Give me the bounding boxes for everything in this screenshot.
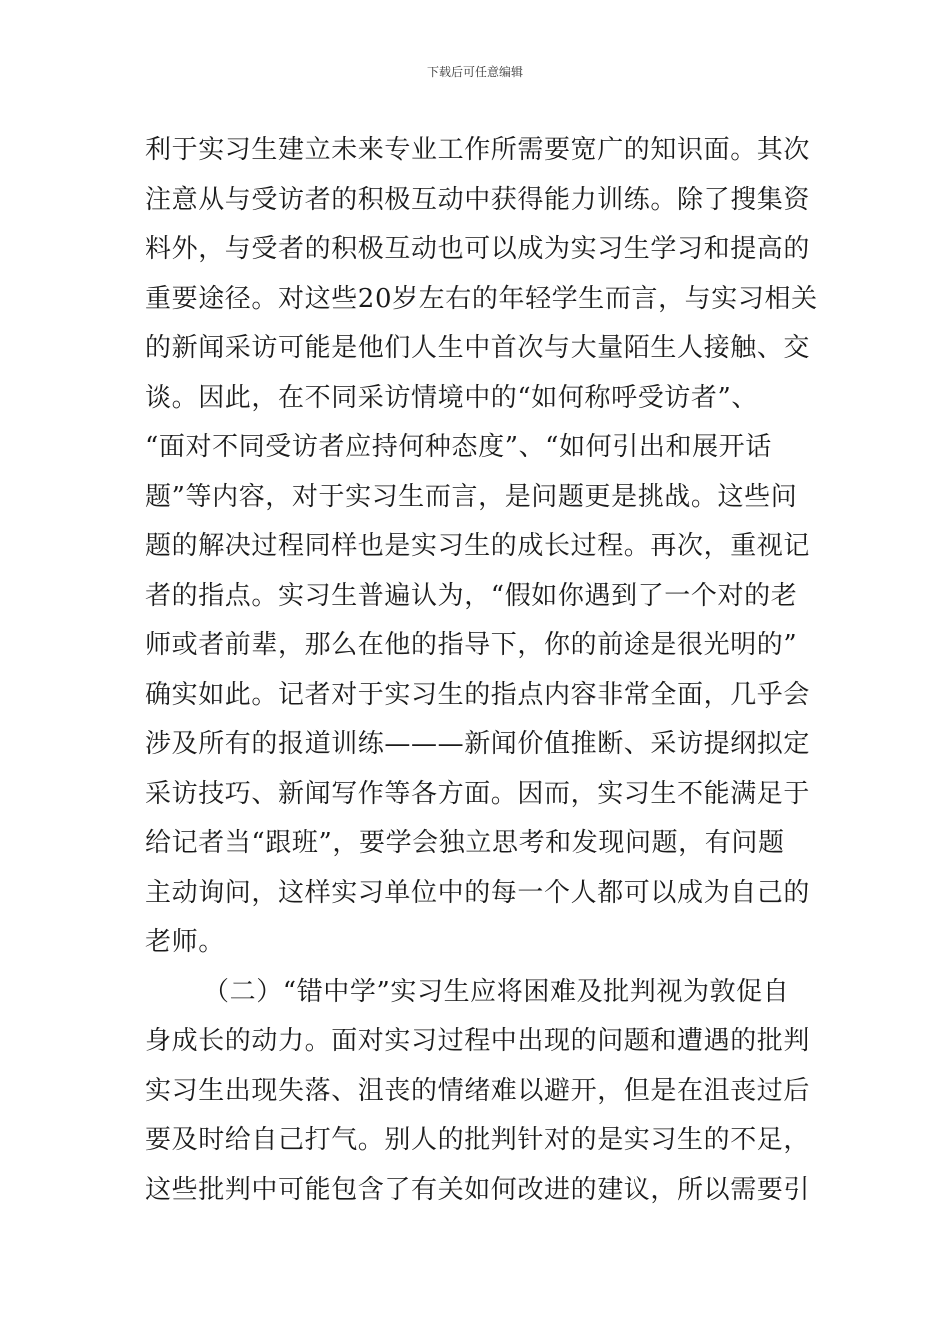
text-line: 重要途径。对这些20岁左右的年轻学生而言，与实习相关 (145, 283, 818, 314)
text-line: 题”等内容，对于实习生而言，是问题更是挑战。这些问 (145, 481, 798, 512)
text-line: 确实如此。记者对于实习生的指点内容非常全面，几乎会 (145, 679, 811, 710)
page-header: 下载后可任意编辑 (426, 65, 523, 79)
text-line: 注意从与受访者的积极互动中获得能力训练。除了搜集资 (145, 184, 811, 215)
text-line: 身成长的动力。面对实习过程中出现的问题和遭遇的批判 (145, 1026, 811, 1056)
text-line: 老师。 (145, 927, 225, 957)
text-line: 主动询问，这样实习单位中的每一个人都可以成为自己的 (145, 877, 811, 908)
text-line: 利于实习生建立未来专业工作所需要宽广的知识面。其次 (145, 135, 811, 165)
text-line: 者的指点。实习生普遍认为，“假如你遇到了一个对的老 (145, 580, 798, 611)
text-line: 涉及所有的报道训练———新闻价值推断、采访提纲拟定 (145, 729, 811, 759)
text-line: 采访技巧、新闻写作等各方面。因而，实习生不能满足于 (145, 778, 811, 809)
text-line: 给记者当“跟班”，要学会独立思考和发现问题，有问题 (145, 828, 785, 858)
text-line: 题的解决过程同样也是实习生的成长过程。再次，重视记 (145, 531, 811, 561)
text-line: 的新闻采访可能是他们人生中首次与大量陌生人接触、交 (145, 333, 811, 363)
text-line: 师或者前辈，那么在他的指导下，你的前途是很光明的” (145, 630, 798, 660)
paragraph-start-line: （二）“错中学”实习生应将困难及批判视为敦促自 (203, 976, 790, 1007)
text-line: 要及时给自己打气。别人的批判针对的是实习生的不足， (145, 1125, 811, 1155)
text-line: 实习生出现失落、沮丧的情绪难以避开，但是在沮丧过后 (145, 1075, 811, 1106)
text-line: “面对不同受访者应持何种态度”、“如何引出和展开话 (145, 432, 772, 462)
text-line: 这些批判中可能包含了有关如何改进的建议，所以需要引 (145, 1174, 811, 1205)
document-body (145, 130, 818, 1219)
text-line: 料外，与受者的积极互动也可以成为实习生学习和提高的 (145, 234, 811, 264)
text-line: 谈。因此，在不同采访情境中的“如何称呼受访者”、 (145, 382, 758, 413)
